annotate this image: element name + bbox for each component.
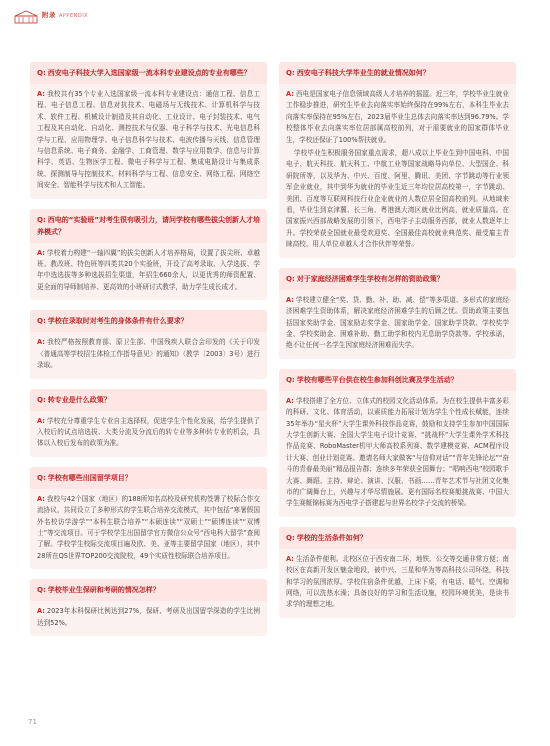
question-marker: Q:	[286, 274, 295, 283]
qa-block	[279, 369, 516, 517]
qa-block	[279, 527, 516, 618]
answer-marker: A:	[37, 248, 45, 257]
qa-block	[30, 62, 267, 199]
answer-marker: A:	[286, 295, 294, 304]
answer	[30, 243, 267, 301]
answer-text: 2023年本科保研比例达到27%，保研、考研及出国留学深造的学生比例达到52%。	[37, 607, 260, 627]
answer-text: 西电是国家电子信息领域高级人才培养的摇篮。近三年，学校毕业生就业工作稳步推进，研究生毕业去向落实率始终保持在99%左右，本科生毕业去向落实率保持在95%左右，2023届毕业生总体去向落实率达到96.79%。学校整体毕业去向落实率位居部属高校前列，对于需要就业的国家群体毕业生，学校还保证了100%帮扶就业。	[286, 90, 509, 144]
answer-marker: A:	[37, 338, 45, 347]
answer	[30, 489, 267, 569]
answer-marker: A:	[286, 396, 294, 405]
answer	[279, 290, 516, 359]
question-text: 学校的生活条件如何？	[296, 533, 367, 542]
question-text: 转专业是什么政策？	[47, 395, 111, 404]
appendix-subtitle: APPENDIX	[59, 13, 89, 19]
answer	[30, 411, 267, 457]
question	[279, 62, 516, 84]
question	[279, 268, 516, 290]
answer-paragraph	[286, 89, 509, 146]
answer-paragraph	[37, 337, 260, 371]
answer-paragraph	[286, 148, 509, 251]
question-text: 西安电子科技大学入选国家级一流本科专业建设点的专业有哪些？	[47, 69, 251, 77]
answer-text: 我校共有35个专业入选国家级一流本科专业建设点：通信工程、信息工程、电子信息工程、信息对抗技术、电磁场与无线技术、计算机科学与技术、软件工程、机械设计制造及其自动化、工业设计、电子封装技术、电气工程及其自动化、自动化、测控技术与仪器、电子科学与技术、光电信息科学与工程、应用物理学、电子信息科学与技术、电波传播与天线、信息管理与信息系统、电子商务、金融学、工商管理、数学与应用数学、信息与计算科学、英语、生物医学工程、微电子科学与工程、集成电路设计与集成系统、探测制导与控制技术、材料科学与工程、信息安全、网络工程、网络空间安全、智能科学与技术和人工智能。	[37, 90, 260, 190]
question-marker: Q:	[37, 69, 46, 77]
answer	[279, 391, 516, 517]
answer-paragraph	[37, 416, 260, 450]
question	[279, 369, 516, 391]
answer	[30, 84, 267, 199]
answer-text: 生活条件便利。北校区位于西安南二环，地铁、公交等交通非常方便；南校区在高新开发区魅金地段，被中兴、三星和华为等高科技公司环绕，科技和学习的氛围浓厚。学校住宿条件优越，上床下桌，有电话、暖气、空调和网络，可以洗热水澡；具备良好的学习和生活设施，校园环境优美，是读书求学的理想之地。	[286, 554, 509, 609]
answer-text: 学校搭建了全方位、立体式的校园文化活动体系。为在校生提供丰富多彩的科研、文化、体育活动，以素质能力拓展计划为学生个性成长赋能，连续35年举办“星火杯”大学生课外科技作品竞赛，鼓励和支持学生参加中国国际大学生创新大赛、全国大学生电子设计竞赛、“挑战杯”大学生课外学术科技作品竞赛、RoboMaster机甲大师高校系列赛、数学建模竞赛、ACM程序设计大赛、创业计划竞赛。邀请名师大家做客“与信仰对话”“青年先锋论坛”“奋斗的青春最美丽”精品报告群；连续多年荣获全国舞台；“唱响西电”校园歌手大赛、舞蹈、主持、辩论、演讲、汉服、书画……青年艺术节与社团文化集市的广阔舞台上，兴趣与才华尽情施展。更有国际名校赛艇挑战赛、中国大学生赛艇锦标赛为西电学子搭建起与世界名校学子交流的桥梁。	[286, 396, 509, 508]
question	[30, 389, 267, 411]
page-header	[0, 0, 550, 40]
answer-paragraph	[37, 89, 260, 192]
question	[279, 527, 516, 549]
question	[30, 310, 267, 332]
answer-marker: A:	[37, 494, 45, 503]
answer-paragraph	[286, 295, 509, 352]
question-marker: Q:	[37, 395, 46, 404]
answer-text: 我校与42个国家（地区）的188所知名高校及研究机构签署了校际合作交流协议，共同设立了多种形式的学生联合培养交流模式，其中包括“寒暑假国外名校访学游学”“本科生联合培养”“本硕连读”“双硕士”“硕博连读”“双博士”等交流项目。可于学校学生出国留学官方微信公众号“西电科大留学”查阅了解。学校学生校际交流项目遍及欧、美、亚等主要留学国家（地区），其中28所在QS世界TOP200交流院校，49个实质性校际联合培养项目。	[37, 494, 260, 560]
qa-block	[30, 389, 267, 457]
answer-paragraph	[37, 494, 260, 562]
question-marker: Q:	[286, 533, 295, 542]
right-column	[279, 62, 516, 628]
building-logo-icon	[14, 10, 38, 24]
question	[30, 62, 267, 84]
question-text: 西安电子科技大学毕业生的就业情况如何？	[296, 69, 430, 77]
answer-paragraph	[37, 606, 260, 629]
qa-block	[30, 209, 267, 301]
answer-text: 学校着力构建“一轴四翼”的拔尖创新人才培养格局，设置了拔尖班、卓越班、教改班、特色班等四类共20个实验班，开设了高考录取、入学选拔、学年中选选拔等多种选拔招生渠道，年招生660余人，以更优秀的师资配置、更全面的导师制培养、更高效的小班研讨式教学，助力学生成长成才。	[37, 248, 260, 291]
answer	[279, 549, 516, 618]
question-marker: Q:	[37, 215, 46, 224]
answer-text: 我校严格按照教育部、原卫生部、中国残疾人联合会印发的《关于印发〈普通高等学校招生体检工作指导意见〉的通知》（教学〔2003〕3号）进行录取。	[37, 338, 260, 370]
question-text: 学校有哪些平台供在校生参加科创比赛及学生活动？	[296, 375, 458, 384]
qa-block	[279, 62, 516, 258]
qa-block	[30, 467, 267, 569]
answer-marker: A:	[37, 90, 45, 98]
answer-paragraph	[37, 248, 260, 294]
question-text: 西电的“实验班”对考生很有吸引力，请问学校有哪些拔尖创新人才培养模式？	[37, 215, 260, 236]
page-number: 71	[28, 718, 37, 726]
question-text: 学校毕业生保研和考研的情况怎样？	[47, 586, 160, 595]
answer-text: 学校建立健全“奖、贷、勤、补、助、减、偿”等多渠道、多形式的家庭经济困难学生资助体系，解决家庭经济困难学生的后顾之忧。资助政策主要包括国家奖助学金、国家励志奖学金、国家助学金、国家助学贷款、学校奖学金、学校奖助金、困难补助、勤工助学和校内无息助学贷款等。学校承诺，绝不让任何一名学生因家庭经济困难而失学。	[286, 295, 509, 350]
appendix-label	[42, 10, 88, 19]
question	[30, 209, 267, 243]
question-marker: Q:	[286, 69, 295, 77]
answer-text: 学校毕业生积极服务国家重点需求，超八成以上毕业生到中国电科、中国电子、航天科技、航天科工、中航工业等国家战略导向单位、大型国企、科研院所等，以及华为、中兴、百度、阿里、腾讯、美团、字节跳动等行业领军企业就业，其中到华为就业的毕业生近三年均位居高校第一，字节跳动、美团、百度等互联网科技行业企业就业的人数位居全国高校前列。从地域来看，毕业生到京津冀、长三角、粤港澳大湾区就业比例高，就业质量高。在国家振兴西部战略发展的引领下，西电学子主动服务西部，就业人数逐年上升。学校荣获全国就业最受欢迎奖、全国最佳高校就业典范奖、最受雇主青睐高校、用人单位卓越人才合作伙伴等荣誉。	[286, 149, 509, 249]
question	[30, 467, 267, 489]
answer-paragraph	[286, 396, 509, 510]
question-marker: Q:	[286, 375, 295, 384]
qa-block	[30, 579, 267, 636]
question-text: 学校有哪些出国留学项目？	[47, 473, 132, 482]
question	[30, 579, 267, 601]
answer-marker: A:	[286, 554, 294, 563]
answer-marker: A:	[37, 416, 45, 425]
appendix-title: 附录	[42, 11, 56, 19]
answer	[30, 601, 267, 636]
left-column	[30, 62, 267, 646]
answer	[30, 332, 267, 378]
answer-text: 学校充分尊重学生专业自主选择权，促进学生个性化发展，给学生提供了入校后的试点培选拔、大类分流及分流后的转专业等多种转专业的机会，具体以入校后发布的政策为准。	[37, 416, 260, 448]
answer-marker: A:	[37, 607, 45, 616]
question-marker: Q:	[37, 317, 46, 326]
question-text: 学校在录取时对考生的身体条件有什么要求？	[47, 317, 188, 326]
answer-marker: A:	[286, 90, 294, 98]
question-marker: Q:	[37, 473, 46, 482]
question-text: 对于家庭经济困难学生学校有怎样的资助政策？	[296, 274, 444, 283]
answer-paragraph	[286, 554, 509, 611]
answer	[279, 84, 516, 258]
question-marker: Q:	[37, 586, 46, 595]
qa-block	[279, 268, 516, 359]
qa-block	[30, 310, 267, 378]
